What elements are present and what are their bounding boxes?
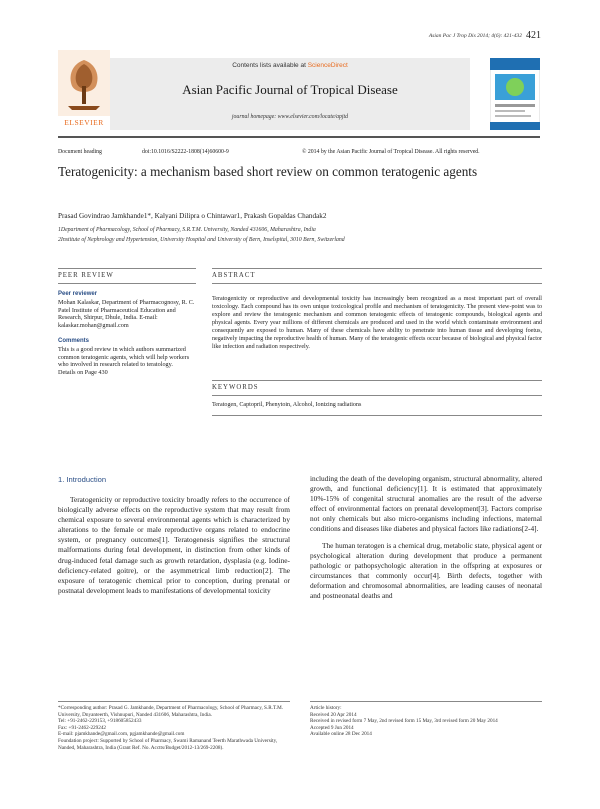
article-title: Teratogenicity: a mechanism based short review on common teratogenic agents: [58, 164, 478, 179]
keywords-rule-bottom: [212, 395, 542, 396]
history-accepted: Accepted 9 Jun 2014: [310, 724, 354, 731]
history-revised: Received in revised form 7 May, 2nd revised form 15 May, 3rd revised form 20 May 2014: [310, 718, 498, 725]
journal-title: Asian Pacific Journal of Tropical Disease: [182, 82, 398, 97]
footnote-funding: Foundation project: Supported by School of Pharmacy, Swami Ramanand Teerth Marathwada University, Nanded, Maharashtra, India (Grant Ref. No. Acctts/Budget/2012-13/269-2208).: [58, 737, 278, 751]
history-rule: [310, 701, 542, 702]
abstract-rule-top: [212, 268, 542, 269]
keywords-rule-top: [212, 380, 542, 381]
affiliation-2: 2Institute of Nephrology and Hypertension, University Hospital and University of Bern, Inselspital, 3010 Bern, Switzerland: [58, 237, 345, 243]
journal-cover-thumbnail: [490, 58, 540, 130]
abstract-heading: ABSTRACT: [212, 272, 256, 279]
intro-left-column: [58, 495, 290, 596]
page-number: 421: [526, 30, 541, 41]
footnote-fax: Fax: +91-2462-229242: [58, 724, 107, 731]
copyright: © 2014 by the Asian Pacific Journal of Tropical Disease. All rights reserved.: [302, 149, 480, 155]
keywords-text: Teratogen, Captopril, Phenytoin, Alcohol, Ionizing radiations: [212, 402, 362, 408]
journal-homepage[interactable]: journal homepage: www.elsevier.com/locate/apjtd: [231, 114, 349, 120]
footnotes: [58, 705, 290, 751]
abstract-text: Teratogenicity or reproductive and developmental toxicity has increasingly been recognized as a most important part of overall toxicology. Each compound has its own unique toxicological profile and mechanism of teratogenicity. The present view-point was to explore and review the teratogenic mechanism and common teratogenic effects of teratogenic compounds, biological agents and physical agents. Every year millions of different chemicals are produced and used in the world which contaminate environment and consequently are exposed to human. Many of these chemicals have ability to penetrate into human tissue and developing foetus, negatively impacting the reproductive health of human. Many of the teratogenic effects occur because of biological and physical factor like infection and radiation respectively.: [212, 296, 542, 350]
peer-review-column: [58, 291, 196, 377]
footnote-tel: Tel: +91-2462-229153, +918605852433: [58, 718, 142, 725]
intro-paragraph-2: including the death of the developing organism, structural abnormality, altered growth, and functional deficiency[1]. It is estimated that approximately 10%-15% of congenital structural anomalies are the result of the adverse effect of environmental factors on prenatal development[3]. Factors comprise not only chemicals but also micro-organisms including infections, maternal conditions and diseases like diabetes and physical factors like radiations[2-4].: [310, 474, 542, 534]
intro-paragraph-3: The human teratogen is a chemical drug, metabolic state, physical agent or psychological alteration during development that produce a permanent pathologic or pathopsychologic alteration in the offspring at exposures or circumstances that commonly occur[4]. Birth defects, together with deformation and chromosomal abnormalities, are leading causes of neonatal and postneonatal deaths and: [310, 540, 542, 601]
peer-reviewer-label: Peer reviewer: [58, 291, 98, 297]
footnote-corresponding: *Corresponding author: Prasad G. Jamkhande, Department of Pharmacology, School of Pharmacy, S.R.T.M. University, Dnyanteerth, Vishnupuri, Nanded 431606, Maharashtra, India.: [58, 705, 283, 718]
comments-label: Comments: [58, 337, 90, 344]
peer-review-heading: PEER REVIEW: [58, 272, 114, 279]
introduction-heading: 1. Introduction: [58, 475, 107, 484]
contents-line: [110, 62, 470, 69]
keywords-heading: KEYWORDS: [212, 384, 259, 391]
banner-rule: [58, 136, 540, 138]
history-heading: Article history:: [310, 705, 342, 711]
document-heading: Document heading: [58, 149, 102, 155]
history-online: Available online 28 Dec 2014: [310, 731, 372, 738]
footnote-email[interactable]: E-mail: pjamkhande@gmail.com, pgjamkhande@gmail.com: [58, 731, 185, 738]
sciencedirect-link[interactable]: ScienceDirect: [307, 62, 348, 69]
intro-paragraph-1: Teratogenicity or reproductive toxicity broadly refers to the occurrence of biologically adverse effects on the reproductive system that may result from chemical exposure to several environmental agents which is characterized by alterations to the female or male reproductive organs related to endocrine system, or pregnancy outcomes[1]. Teratogenesis signifies the structural malformations during fetal development, in distinction from other kinds of drug-induced fetal damage such as growth retardation, dysplasia (e.g. Iodine-deficiency-related goitre), or the asymmetrical limb reduction[2]. The exposure of teratogenic chemical prior to conception, during prenatal or postnatal development leads to manifestations of developmental toxicity: [58, 495, 290, 595]
keywords-rule-end: [212, 415, 542, 416]
elsevier-wordmark: ELSEVIER: [64, 118, 104, 127]
running-head: Asian Pac J Trop Dis 2014; 4(6): 421-432: [428, 33, 522, 39]
comments-text: This is a good review in which authors summarized common teratogenic agents, which will help workers who involved in research related to teratology.: [58, 345, 190, 369]
authors: Prasad Govindrao Jamkhande1*, Kalyani Dilipra o Chintawar1, Prakash Gopaldas Chandak2: [58, 212, 327, 220]
article-history: [310, 705, 542, 738]
abstract-rule-bottom: [212, 283, 542, 284]
journal-banner: [58, 50, 540, 134]
intro-right-column: [310, 474, 542, 601]
details-link[interactable]: Details on Page 430: [58, 369, 108, 377]
affiliation-1: 1Department of Pharmacology, School of Pharmacy, S.R.T.M. University, Nanded 431606, Maharashtra, India: [58, 227, 316, 233]
peer-review-rule-top: [58, 268, 196, 269]
peer-reviewer-text: Mohan Kalaskar, Department of Pharmacognosy, R. C. Patel Institute of Pharmaceutical Education and Research, Shirpur, Dhule, India. E-mail: kalaskar.mohan@gmail.com: [58, 298, 195, 330]
footnote-rule: [58, 701, 290, 702]
peer-review-rule-bottom: [58, 283, 196, 284]
history-received: Received 20 Apr 2014: [310, 711, 357, 718]
contents-prefix: Contents lists available at: [232, 62, 308, 69]
doi[interactable]: doi:10.1016/S2222-1808(14)60600-9: [142, 149, 229, 155]
